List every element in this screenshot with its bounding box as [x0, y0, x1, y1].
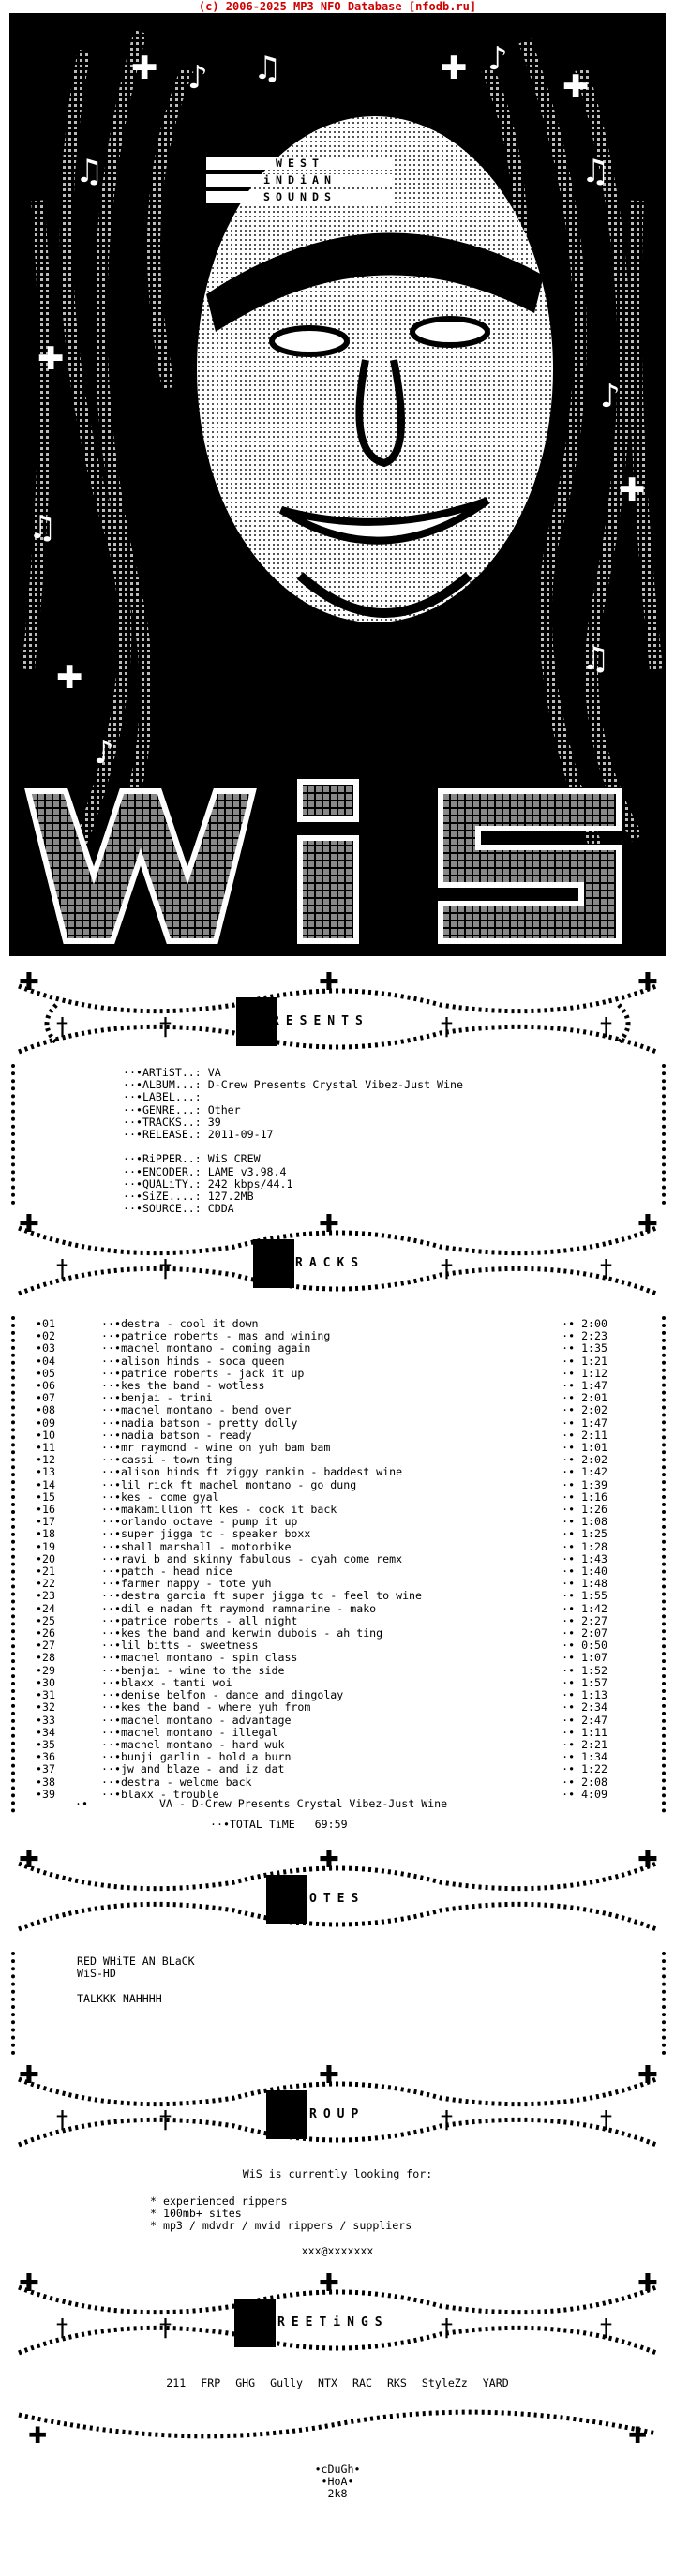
track-number: •11: [36, 1441, 55, 1455]
svg-text:†: †: [159, 2106, 172, 2134]
svg-text:†: †: [441, 2106, 453, 2134]
track-number: •18: [36, 1527, 55, 1541]
track-title: ··•machel montano - hard wuk: [101, 1737, 285, 1751]
release-info-box: [11, 1064, 666, 1216]
info-line: ··•RELEASE.: 2011-09-17: [123, 1128, 274, 1142]
svg-text:✚: ✚: [628, 2422, 648, 2449]
info-line: ··•SiZE....: 127.2MB: [123, 1190, 254, 1204]
track-number: •38: [36, 1775, 55, 1789]
track-row: [36, 1528, 608, 1540]
track-number: •29: [36, 1663, 55, 1677]
banner-line-west: WEST: [206, 157, 394, 170]
track-duration: ·• 2:34: [562, 1700, 608, 1715]
portrait-art: [0, 13, 675, 956]
track-duration: ·• 1:16: [562, 1490, 608, 1504]
info-line: ··•QUALiTY.: 242 kbps/44.1: [123, 1176, 293, 1191]
track-title: ··•bunji garlin - hold a burn: [101, 1750, 292, 1764]
track-title: ··•denise belfon - dance and dingolay: [101, 1688, 344, 1702]
track-number: •12: [36, 1453, 55, 1467]
greeting-group: FRP: [201, 2376, 221, 2389]
svg-text:✚: ✚: [319, 1210, 339, 1238]
track-title: ··•kes the band - where yuh from: [101, 1700, 311, 1715]
greeting-group: RAC: [352, 2376, 372, 2389]
track-duration: ·• 1:57: [562, 1675, 608, 1689]
track-row: [36, 1479, 608, 1491]
drop-cap-g: [266, 2090, 308, 2139]
track-number: •28: [36, 1651, 55, 1665]
dagger-icon: †: [441, 1013, 453, 1041]
track-row: [36, 1727, 608, 1739]
track-number: •26: [36, 1626, 55, 1640]
svg-text:♪: ♪: [488, 40, 508, 78]
greeting-group: GHG: [235, 2376, 256, 2389]
greetings-list: [0, 2377, 675, 2389]
track-duration: ·• 2:11: [562, 1428, 608, 1442]
track-duration: ·• 1:42: [562, 1465, 608, 1479]
track-title: ··•kes - come gyal: [101, 1490, 219, 1504]
dagger-icon: †: [600, 1013, 612, 1041]
track-title: ··•shall marshall - motorbike: [101, 1539, 292, 1553]
track-row: [36, 1701, 608, 1714]
track-number: •07: [36, 1391, 55, 1405]
site-banner: (c) 2006-2025 MP3 NFO Database [nfodb.ru]: [198, 0, 477, 13]
track-duration: ·• 1:34: [562, 1750, 608, 1764]
track-duration: ·• 0:50: [562, 1639, 608, 1653]
svg-text:✚: ✚: [19, 1210, 39, 1238]
track-title: ··•benjai - trini: [101, 1391, 213, 1405]
track-duration: ·• 1:26: [562, 1503, 608, 1517]
svg-text:✚: ✚: [619, 472, 646, 509]
track-list: [36, 1318, 608, 1801]
greeting-group: NTX: [318, 2376, 338, 2389]
track-row: [36, 1355, 608, 1368]
track-duration: ·• 1:47: [562, 1415, 608, 1430]
section-tracks: [0, 1209, 675, 1312]
signature-line: •HoA•: [321, 2475, 354, 2489]
track-number: •36: [36, 1750, 55, 1764]
track-duration: ·• 1:11: [562, 1725, 608, 1739]
track-number: •37: [36, 1762, 55, 1776]
track-row: [36, 1342, 608, 1355]
track-title: ··•destra garcia ft super jigga tc - feel to wine: [101, 1589, 423, 1603]
section-group: [0, 2060, 675, 2164]
track-number: •24: [36, 1601, 55, 1615]
track-row: [36, 1763, 608, 1775]
svg-text:♫: ♫: [581, 153, 610, 190]
track-number: •34: [36, 1725, 55, 1739]
svg-text:✚: ✚: [638, 2061, 658, 2089]
svg-text:✚: ✚: [319, 1846, 339, 1874]
drop-cap-n: [266, 1875, 308, 1924]
svg-text:✚: ✚: [19, 2061, 39, 2089]
track-number: •27: [36, 1639, 55, 1653]
track-number: •25: [36, 1613, 55, 1627]
track-number: •33: [36, 1713, 55, 1727]
svg-text:†: †: [56, 2314, 68, 2343]
cross-icon: ✚: [638, 968, 658, 996]
track-title: ··•jw and blaze - and iz dat: [101, 1762, 285, 1776]
track-list-box: [11, 1316, 666, 1813]
track-title: ··•makamillion ft kes - cock it back: [101, 1503, 338, 1517]
svg-text:✚: ✚: [56, 659, 83, 696]
drop-cap-t: [253, 1239, 294, 1288]
track-duration: ·• 2:21: [562, 1737, 608, 1751]
info-line: ··•ALBUM...: D-Crew Presents Crystal Vibez-Just Wine: [123, 1078, 463, 1092]
track-title: ··•patch - head nice: [101, 1565, 232, 1579]
section-greetings: [0, 2269, 675, 2372]
notes-text: [77, 1955, 195, 2005]
track-duration: ·• 1:47: [562, 1379, 608, 1393]
track-title: ··•destra - cool it down: [101, 1317, 259, 1330]
track-title: ··•cassi - town ting: [101, 1453, 232, 1467]
track-title: ··•destra - welcme back: [101, 1775, 252, 1789]
svg-text:✚: ✚: [28, 2422, 48, 2449]
section-title-group: ROUP: [309, 2107, 366, 2121]
track-title: ··•blaxx - tanti woi: [101, 1675, 232, 1689]
track-duration: ·• 1:21: [562, 1354, 608, 1368]
track-duration: ·• 1:48: [562, 1577, 608, 1591]
track-title: ··•ravi b and skinny fabulous - cyah come remx: [101, 1551, 403, 1565]
track-title: ··•machel montano - illegal: [101, 1725, 278, 1739]
track-duration: ·• 1:12: [562, 1366, 608, 1380]
section-title-presents: RESENTS: [272, 1014, 369, 1028]
svg-text:†: †: [56, 2106, 68, 2134]
greeting-group: StyleZz: [421, 2376, 468, 2389]
track-number: •23: [36, 1589, 55, 1603]
svg-text:♫: ♫: [75, 153, 104, 190]
track-row: [36, 1466, 608, 1478]
track-number: •13: [36, 1465, 55, 1479]
track-number: •17: [36, 1515, 55, 1529]
svg-text:✚: ✚: [319, 2269, 339, 2298]
track-title: ··•kes the band and kerwin dubois - ah ting: [101, 1626, 383, 1640]
svg-text:✚: ✚: [131, 50, 158, 87]
track-number: •08: [36, 1403, 55, 1417]
track-title: ··•machel montano - advantage: [101, 1713, 292, 1727]
svg-text:✚: ✚: [38, 340, 65, 378]
group-contact: xxx@xxxxxxx: [301, 2244, 374, 2257]
signature-line: •cDuGh•: [314, 2463, 361, 2476]
track-title: ··•alison hinds - soca queen: [101, 1354, 285, 1368]
track-title: ··•nadia batson - pretty dolly: [101, 1415, 298, 1430]
track-duration: ·• 1:01: [562, 1441, 608, 1455]
track-number: •04: [36, 1354, 55, 1368]
track-number: •03: [36, 1341, 55, 1355]
svg-text:†: †: [441, 1255, 453, 1283]
svg-text:†: †: [159, 2314, 172, 2343]
track-duration: ·• 1:40: [562, 1565, 608, 1579]
track-row: [36, 1776, 608, 1789]
total-time: ··•TOTAL TiME 69:59: [210, 1818, 348, 1831]
track-duration: ·• 1:07: [562, 1651, 608, 1665]
info-line: ··•RiPPER..: WiS CREW: [123, 1152, 261, 1166]
track-number: •01: [36, 1317, 55, 1330]
track-row: [36, 1541, 608, 1553]
greeting-group: Gully: [270, 2376, 304, 2389]
svg-text:✚: ✚: [319, 2061, 339, 2089]
track-duration: ·• 1:35: [562, 1341, 608, 1355]
track-number: •32: [36, 1700, 55, 1715]
track-duration: ·• 1:43: [562, 1551, 608, 1565]
track-title: ··•machel montano - coming again: [101, 1341, 311, 1355]
track-duration: ·• 2:27: [562, 1613, 608, 1627]
footer-prefix: ·•: [75, 1797, 88, 1810]
track-duration: ·• 4:09: [562, 1787, 608, 1801]
info-line: ··•SOURCE..: CDDA: [123, 1202, 234, 1216]
svg-text:♫: ♫: [28, 509, 57, 547]
track-duration: ·• 1:55: [562, 1589, 608, 1603]
track-title: ··•patrice roberts - all night: [101, 1613, 298, 1627]
track-number: •10: [36, 1428, 55, 1442]
svg-text:✚: ✚: [638, 1210, 658, 1238]
track-duration: ·• 2:08: [562, 1775, 608, 1789]
track-title: ··•machel montano - bend over: [101, 1403, 292, 1417]
track-title: ··•dil e nadan ft raymond ramnarine - mako: [101, 1601, 377, 1615]
group-headline: WiS is currently looking for:: [242, 2167, 433, 2180]
track-duration: ·• 1:52: [562, 1663, 608, 1677]
info-line: ··•LABEL...:: [123, 1090, 202, 1104]
track-duration: ·• 1:28: [562, 1539, 608, 1553]
track-title: ··•farmer nappy - tote yuh: [101, 1577, 272, 1591]
section-title-tracks: RACKS: [295, 1256, 366, 1270]
greeting-group: YARD: [482, 2376, 509, 2389]
track-title: ··•kes the band - wotless: [101, 1379, 265, 1393]
track-title: ··•patrice roberts - jack it up: [101, 1366, 305, 1380]
track-number: •06: [36, 1379, 55, 1393]
section-presents: [0, 967, 675, 1071]
notes-line: RED WHiTE AN BLaCK: [77, 1954, 195, 1968]
track-row: [36, 1652, 608, 1664]
signature-line: 2k8: [327, 2487, 348, 2501]
release-footer-line: VA - D-Crew Presents Crystal Vibez-Just Wine: [159, 1797, 448, 1810]
greeting-group: 211: [166, 2376, 187, 2389]
track-number: •15: [36, 1490, 55, 1504]
svg-text:♪: ♪: [94, 734, 114, 771]
track-title: ··•lil bitts - sweetness: [101, 1639, 259, 1653]
group-wanted-item: * mp3 / mdvdr / mvid rippers / suppliers: [150, 2219, 412, 2233]
section-notes: [0, 1845, 675, 1948]
info-line: ··•TRACKS..: 39: [123, 1115, 221, 1129]
track-title: ··•super jigga tc - speaker boxx: [101, 1527, 311, 1541]
track-duration: ·• 2:00: [562, 1317, 608, 1330]
info-line: ··•ARTiST..: VA: [123, 1066, 221, 1079]
track-duration: ·• 2:23: [562, 1329, 608, 1343]
track-number: •31: [36, 1688, 55, 1702]
section-title-notes: OTES: [309, 1892, 366, 1906]
track-title: ··•benjai - wine to the side: [101, 1663, 285, 1677]
track-number: •39: [36, 1787, 55, 1801]
track-duration: ·• 1:08: [562, 1515, 608, 1529]
section-title-greetings: REETiNGS: [278, 2315, 389, 2329]
svg-text:✚: ✚: [638, 1846, 658, 1874]
banner-line-indian: iNDiAN: [206, 174, 394, 187]
track-number: •21: [36, 1565, 55, 1579]
svg-text:✚: ✚: [441, 50, 468, 87]
svg-text:♪: ♪: [188, 59, 208, 97]
track-duration: ·• 2:01: [562, 1391, 608, 1405]
track-row: [36, 1665, 608, 1677]
track-number: •30: [36, 1675, 55, 1689]
svg-text:♪: ♪: [600, 378, 621, 415]
svg-text:†: †: [441, 2314, 453, 2343]
track-row: [36, 1603, 608, 1615]
track-row: [36, 1715, 608, 1727]
group-wanted-item: * 100mb+ sites: [150, 2207, 242, 2221]
svg-text:♫: ♫: [581, 640, 610, 678]
svg-text:✚: ✚: [638, 2269, 658, 2298]
ascii-art-banner: [0, 13, 675, 956]
track-duration: ·• 1:39: [562, 1477, 608, 1491]
track-row: [36, 1590, 608, 1602]
notes-line: TALKKK NAHHHH: [77, 1991, 162, 2005]
banner-line-sounds: SOUNDS: [206, 191, 394, 203]
track-title: ··•alison hinds ft ziggy rankin - baddest wine: [101, 1465, 403, 1479]
track-title: ··•blaxx - trouble: [101, 1787, 219, 1801]
svg-text:♫: ♫: [253, 50, 282, 87]
track-number: •09: [36, 1415, 55, 1430]
track-title: ··•patrice roberts - mas and wining: [101, 1329, 331, 1343]
track-duration: ·• 2:07: [562, 1626, 608, 1640]
track-row: [36, 1404, 608, 1416]
info-line: ··•ENCODER.: LAME v3.98.4: [123, 1164, 287, 1178]
track-duration: ·• 1:42: [562, 1601, 608, 1615]
svg-text:†: †: [56, 1255, 68, 1283]
track-title: ··•orlando octave - pump it up: [101, 1515, 298, 1529]
track-number: •19: [36, 1539, 55, 1553]
track-title: ··•machel montano - spin class: [101, 1651, 298, 1665]
group-wanted-item: * experienced rippers: [150, 2194, 288, 2208]
track-number: •16: [36, 1503, 55, 1517]
track-title: ··•nadia batson - ready: [101, 1428, 252, 1442]
dagger-icon: †: [159, 1013, 172, 1041]
notes-line: WiS-HD: [77, 1967, 116, 1981]
track-duration: ·• 2:02: [562, 1403, 608, 1417]
track-duration: ·• 1:22: [562, 1762, 608, 1776]
track-title: ··•lil rick ft machel montano - go dung: [101, 1477, 357, 1491]
track-title: ··•mr raymond - wine on yuh bam bam: [101, 1441, 331, 1455]
track-number: •35: [36, 1737, 55, 1751]
track-duration: ·• 2:02: [562, 1453, 608, 1467]
signature: [0, 2464, 675, 2501]
svg-text:†: †: [159, 1255, 172, 1283]
svg-text:✚: ✚: [19, 2269, 39, 2298]
track-number: •05: [36, 1366, 55, 1380]
track-duration: ·• 2:47: [562, 1713, 608, 1727]
track-duration: ·• 1:13: [562, 1688, 608, 1702]
cross-icon: ✚: [19, 968, 39, 996]
notes-line: [77, 1980, 195, 1992]
track-row: [36, 1417, 608, 1430]
dagger-icon: †: [56, 1013, 68, 1041]
track-duration: ·• 1:25: [562, 1527, 608, 1541]
svg-text:✚: ✚: [19, 1846, 39, 1874]
drop-cap-g2: [234, 2299, 276, 2347]
notes-box: [11, 1952, 666, 2055]
bottom-ornament: [0, 2396, 675, 2452]
svg-text:†: †: [600, 1255, 612, 1283]
svg-text:†: †: [600, 2314, 612, 2343]
track-number: •02: [36, 1329, 55, 1343]
release-info: [123, 1067, 463, 1215]
info-line: ··•GENRE...: Other: [123, 1102, 241, 1116]
greeting-group: RKS: [386, 2376, 407, 2389]
track-number: •22: [36, 1577, 55, 1591]
svg-text:†: †: [600, 2106, 612, 2134]
group-wanted-list: [150, 2195, 412, 2233]
track-number: •20: [36, 1551, 55, 1565]
track-number: •14: [36, 1477, 55, 1491]
svg-text:✚: ✚: [562, 68, 590, 106]
cross-icon: ✚: [319, 968, 339, 996]
